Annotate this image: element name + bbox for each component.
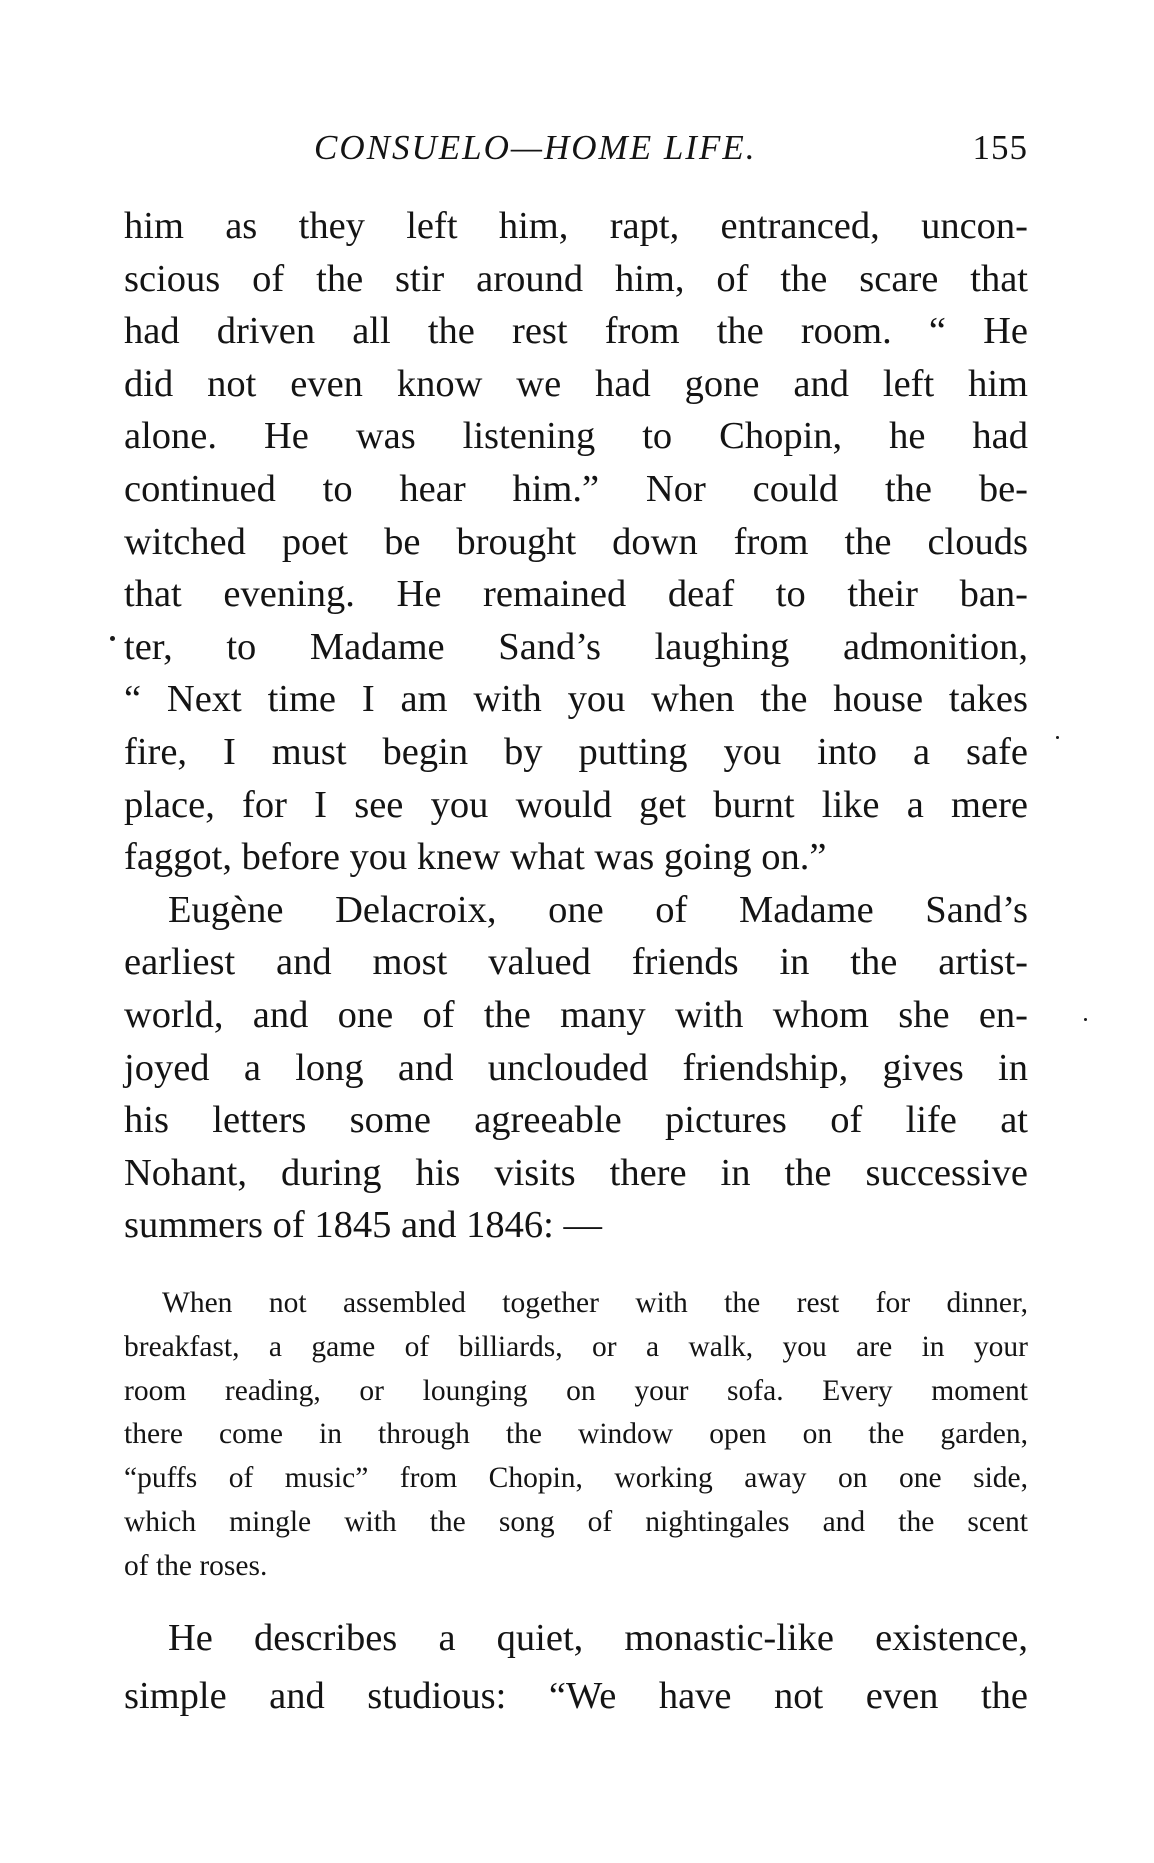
quote-line: of the roses. (124, 1549, 268, 1582)
body-line: earliest and most valued friends in the artist- (124, 941, 1028, 984)
body-line: alone. He was listening to Chopin, he had (124, 415, 1028, 458)
body-line: had driven all the rest from the room. “ He (124, 310, 1028, 353)
body-line: “ Next time I am with you when the house takes (124, 678, 1028, 721)
body-line: summers of 1845 and 1846: — (124, 1204, 602, 1247)
running-title: CONSUELO—HOME LIFE. (314, 128, 757, 167)
quote-line: which mingle with the song of nightingales and the scent (124, 1505, 1028, 1538)
quote-line: When not assembled together with the rest for dinner, (162, 1287, 1028, 1319)
ink-speck (110, 636, 115, 641)
body-line: faggot, before you knew what was going on.” (124, 836, 827, 879)
page-number: 155 (972, 128, 1028, 167)
quote-line: “puffs of music” from Chopin, working away on one side, (124, 1462, 1028, 1495)
body-line: place, for I see you would get burnt like a mere (124, 783, 1028, 826)
body-line: ter, to Madame Sand’s laughing admonition, (124, 625, 1028, 668)
paragraph-first-line: Eugène Delacroix, one of Madame Sand’s (168, 888, 1028, 931)
quote-line: breakfast, a game of billiards, or a walk, you are in your (124, 1330, 1028, 1363)
ink-speck (1056, 736, 1059, 739)
paragraph-first-line: He describes a quiet, monastic-like existence, (168, 1617, 1028, 1659)
body-line: him as they left him, rapt, entranced, uncon- (124, 205, 1028, 247)
body-line: fire, I must begin by putting you into a safe (124, 730, 1028, 773)
body-line: scious of the stir around him, of the scare that (124, 257, 1028, 300)
body-line: Nohant, during his visits there in the successive (124, 1151, 1028, 1194)
body-line: witched poet be brought down from the clouds (124, 520, 1028, 563)
body-line: simple and studious: “We have not even the (124, 1675, 1028, 1717)
body-line: his letters some agreeable pictures of life at (124, 1099, 1028, 1142)
quote-line: room reading, or lounging on your sofa. Every moment (124, 1374, 1028, 1407)
closing-paragraph (124, 1609, 1028, 1725)
body-line: did not even know we had gone and left him (124, 362, 1028, 405)
body-line: continued to hear him.” Nor could the be- (124, 467, 1028, 510)
quote-line: there come in through the window open on the garden, (124, 1418, 1028, 1451)
body-line: joyed a long and unclouded friendship, gives in (124, 1046, 1028, 1089)
block-quote (124, 1282, 1028, 1589)
body-line: that evening. He remained deaf to their ban- (124, 573, 1028, 616)
body-text (124, 200, 1028, 1252)
running-head (124, 122, 1028, 174)
ink-speck (1084, 1018, 1087, 1021)
body-line: world, and one of the many with whom she en- (124, 993, 1028, 1036)
